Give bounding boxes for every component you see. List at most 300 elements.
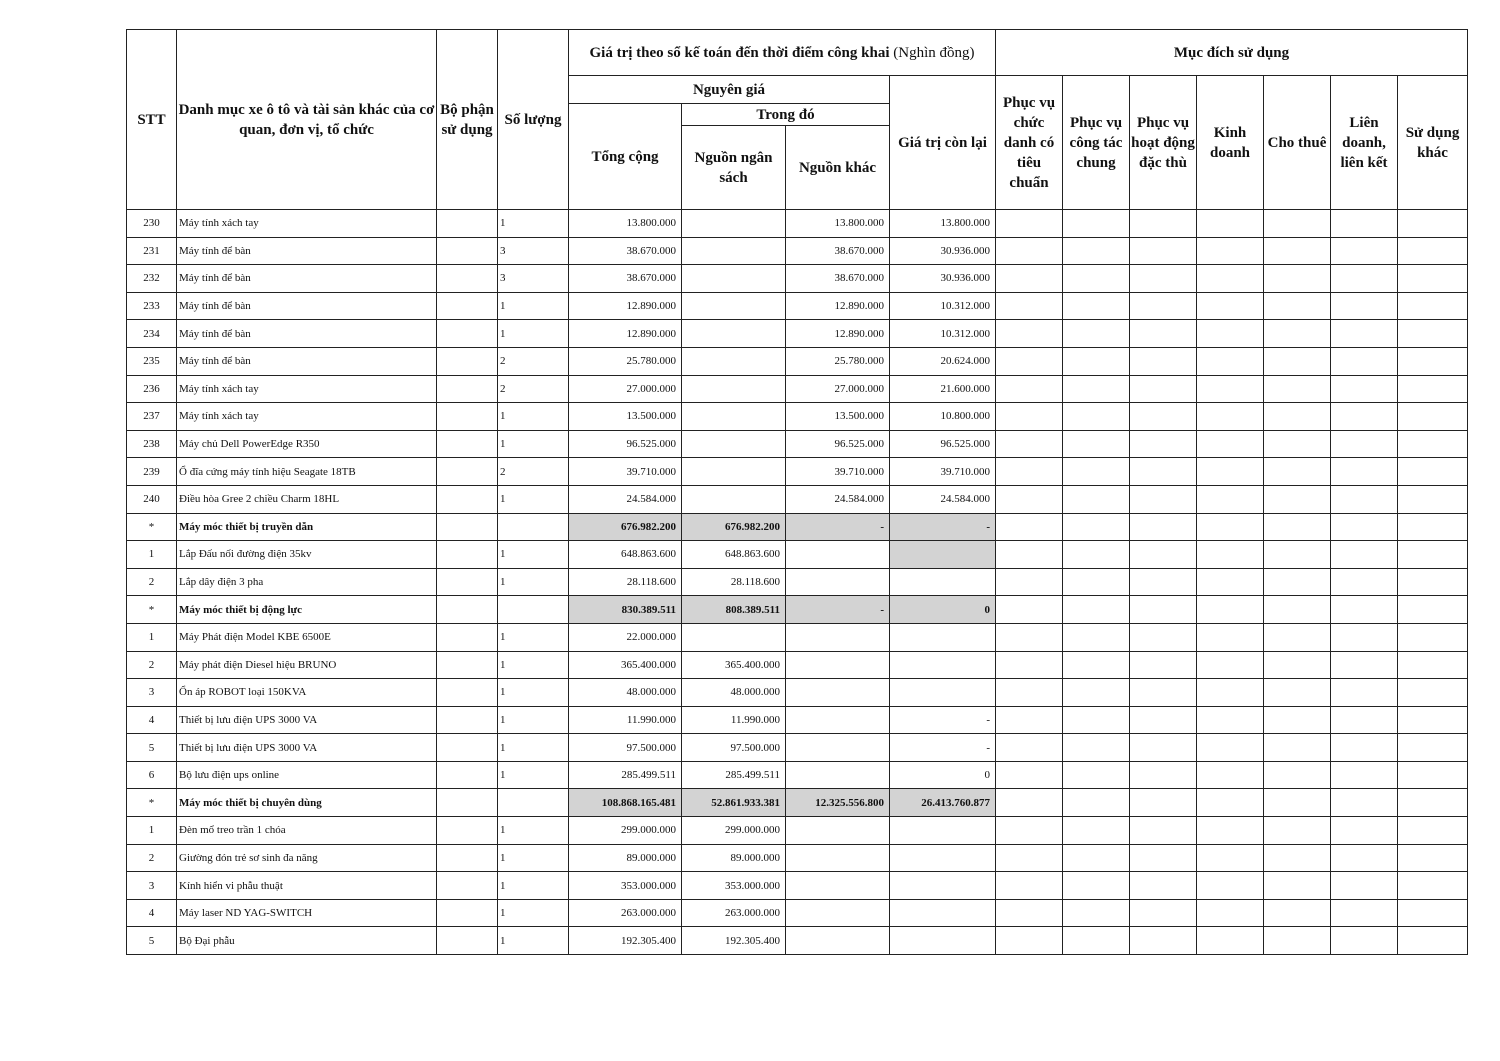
cell-name: Máy tính để bàn bbox=[177, 265, 437, 293]
cell-purpose-cong-tac bbox=[1063, 568, 1130, 596]
cell-purpose-cho-thue bbox=[1264, 292, 1331, 320]
cell-name: Thiết bị lưu điện UPS 3000 VA bbox=[177, 734, 437, 762]
cell-purpose-cong-tac bbox=[1063, 596, 1130, 624]
cell-purpose-kinh-doanh bbox=[1197, 375, 1264, 403]
header-purpose-group: Mục đích sử dụng bbox=[996, 30, 1468, 76]
cell-purpose-cho-thue bbox=[1264, 706, 1331, 734]
cell-purpose-cong-tac bbox=[1063, 623, 1130, 651]
cell-purpose-cong-tac bbox=[1063, 679, 1130, 707]
table-row bbox=[127, 237, 1468, 265]
cell-purpose-hoat-dong bbox=[1130, 237, 1197, 265]
cell-purpose-chuc-danh bbox=[996, 347, 1063, 375]
cell-purpose-khac bbox=[1398, 210, 1468, 238]
table-row bbox=[127, 568, 1468, 596]
cell-name: Giường đón trẻ sơ sinh đa năng bbox=[177, 844, 437, 872]
cell-purpose-chuc-danh bbox=[996, 872, 1063, 900]
cell-budget: 648.863.600 bbox=[682, 541, 786, 569]
cell-purpose-cho-thue bbox=[1264, 485, 1331, 513]
cell-purpose-khac bbox=[1398, 789, 1468, 817]
cell-total: 299.000.000 bbox=[569, 817, 682, 845]
cell-stt: 239 bbox=[127, 458, 177, 486]
cell-total: 28.118.600 bbox=[569, 568, 682, 596]
cell-other: 12.890.000 bbox=[786, 292, 890, 320]
header-purpose-lien-doanh: Liên doanh, liên kết bbox=[1331, 76, 1398, 210]
cell-remain bbox=[890, 927, 996, 955]
cell-name: Máy móc thiết bị động lực bbox=[177, 596, 437, 624]
header-purpose-khac: Sử dụng khác bbox=[1398, 76, 1468, 210]
cell-purpose-cong-tac bbox=[1063, 485, 1130, 513]
cell-purpose-cho-thue bbox=[1264, 761, 1331, 789]
cell-purpose-kinh-doanh bbox=[1197, 403, 1264, 431]
cell-purpose-cong-tac bbox=[1063, 210, 1130, 238]
cell-budget: 89.000.000 bbox=[682, 844, 786, 872]
cell-purpose-kinh-doanh bbox=[1197, 265, 1264, 293]
cell-other: 38.670.000 bbox=[786, 265, 890, 293]
cell-purpose-kinh-doanh bbox=[1197, 347, 1264, 375]
cell-purpose-chuc-danh bbox=[996, 734, 1063, 762]
cell-purpose-lien-doanh bbox=[1331, 623, 1398, 651]
cell-total: 263.000.000 bbox=[569, 899, 682, 927]
table-row bbox=[127, 761, 1468, 789]
cell-purpose-cho-thue bbox=[1264, 403, 1331, 431]
cell-purpose-chuc-danh bbox=[996, 761, 1063, 789]
cell-purpose-cho-thue bbox=[1264, 872, 1331, 900]
cell-remain: 10.312.000 bbox=[890, 320, 996, 348]
cell-purpose-khac bbox=[1398, 568, 1468, 596]
cell-total: 676.982.200 bbox=[569, 513, 682, 541]
cell-purpose-lien-doanh bbox=[1331, 210, 1398, 238]
cell-purpose-khac bbox=[1398, 458, 1468, 486]
cell-other: 12.325.556.800 bbox=[786, 789, 890, 817]
table-row bbox=[127, 485, 1468, 513]
cell-qty: 1 bbox=[498, 568, 569, 596]
cell-total: 38.670.000 bbox=[569, 237, 682, 265]
cell-purpose-hoat-dong bbox=[1130, 265, 1197, 293]
cell-remain: - bbox=[890, 513, 996, 541]
cell-total: 192.305.400 bbox=[569, 927, 682, 955]
cell-qty: 1 bbox=[498, 844, 569, 872]
cell-name: Lắp dây điện 3 pha bbox=[177, 568, 437, 596]
cell-purpose-khac bbox=[1398, 292, 1468, 320]
cell-purpose-chuc-danh bbox=[996, 458, 1063, 486]
cell-qty bbox=[498, 513, 569, 541]
group-row bbox=[127, 596, 1468, 624]
header-ngan-sach: Nguồn ngân sách bbox=[682, 126, 786, 210]
cell-purpose-chuc-danh bbox=[996, 210, 1063, 238]
cell-remain: 30.936.000 bbox=[890, 237, 996, 265]
cell-purpose-cong-tac bbox=[1063, 458, 1130, 486]
cell-dept bbox=[437, 320, 498, 348]
header-name: Danh mục xe ô tô và tài sản khác của cơ quan, đơn vị, tổ chức bbox=[177, 30, 437, 210]
cell-purpose-cong-tac bbox=[1063, 927, 1130, 955]
cell-purpose-lien-doanh bbox=[1331, 403, 1398, 431]
cell-remain: 96.525.000 bbox=[890, 430, 996, 458]
cell-dept bbox=[437, 844, 498, 872]
cell-budget bbox=[682, 210, 786, 238]
cell-purpose-cong-tac bbox=[1063, 292, 1130, 320]
cell-budget bbox=[682, 485, 786, 513]
cell-purpose-hoat-dong bbox=[1130, 623, 1197, 651]
cell-dept bbox=[437, 789, 498, 817]
table-row bbox=[127, 817, 1468, 845]
cell-total: 12.890.000 bbox=[569, 292, 682, 320]
cell-purpose-kinh-doanh bbox=[1197, 485, 1264, 513]
cell-purpose-kinh-doanh bbox=[1197, 761, 1264, 789]
cell-purpose-lien-doanh bbox=[1331, 817, 1398, 845]
cell-purpose-cho-thue bbox=[1264, 817, 1331, 845]
cell-purpose-hoat-dong bbox=[1130, 320, 1197, 348]
cell-stt: 240 bbox=[127, 485, 177, 513]
cell-other: 13.800.000 bbox=[786, 210, 890, 238]
cell-budget bbox=[682, 292, 786, 320]
cell-budget: 299.000.000 bbox=[682, 817, 786, 845]
cell-purpose-cong-tac bbox=[1063, 347, 1130, 375]
cell-stt: 2 bbox=[127, 568, 177, 596]
cell-other: 12.890.000 bbox=[786, 320, 890, 348]
cell-name: Bộ Đại phẫu bbox=[177, 927, 437, 955]
cell-purpose-khac bbox=[1398, 899, 1468, 927]
cell-budget: 676.982.200 bbox=[682, 513, 786, 541]
cell-stt: 238 bbox=[127, 430, 177, 458]
cell-stt: * bbox=[127, 513, 177, 541]
cell-remain: 26.413.760.877 bbox=[890, 789, 996, 817]
cell-qty: 1 bbox=[498, 430, 569, 458]
cell-name: Máy móc thiết bị truyền dẫn bbox=[177, 513, 437, 541]
cell-purpose-chuc-danh bbox=[996, 403, 1063, 431]
cell-purpose-cong-tac bbox=[1063, 237, 1130, 265]
cell-purpose-chuc-danh bbox=[996, 237, 1063, 265]
cell-total: 108.868.165.481 bbox=[569, 789, 682, 817]
cell-remain: 21.600.000 bbox=[890, 375, 996, 403]
cell-total: 25.780.000 bbox=[569, 347, 682, 375]
cell-remain bbox=[890, 623, 996, 651]
cell-total: 12.890.000 bbox=[569, 320, 682, 348]
cell-purpose-chuc-danh bbox=[996, 541, 1063, 569]
cell-purpose-hoat-dong bbox=[1130, 899, 1197, 927]
cell-purpose-kinh-doanh bbox=[1197, 292, 1264, 320]
cell-other: 38.670.000 bbox=[786, 237, 890, 265]
cell-dept bbox=[437, 706, 498, 734]
cell-dept bbox=[437, 734, 498, 762]
cell-other: 39.710.000 bbox=[786, 458, 890, 486]
cell-purpose-chuc-danh bbox=[996, 899, 1063, 927]
cell-purpose-khac bbox=[1398, 927, 1468, 955]
cell-other: - bbox=[786, 596, 890, 624]
cell-purpose-cho-thue bbox=[1264, 927, 1331, 955]
cell-budget bbox=[682, 237, 786, 265]
cell-qty: 1 bbox=[498, 541, 569, 569]
cell-budget: 28.118.600 bbox=[682, 568, 786, 596]
cell-purpose-hoat-dong bbox=[1130, 403, 1197, 431]
cell-stt: 5 bbox=[127, 927, 177, 955]
cell-purpose-hoat-dong bbox=[1130, 458, 1197, 486]
cell-remain: 0 bbox=[890, 596, 996, 624]
group-row bbox=[127, 789, 1468, 817]
header-nguon-khac: Nguồn khác bbox=[786, 126, 890, 210]
cell-purpose-cong-tac bbox=[1063, 872, 1130, 900]
cell-name: Ổ đĩa cứng máy tính hiệu Seagate 18TB bbox=[177, 458, 437, 486]
cell-name: Điều hòa Gree 2 chiều Charm 18HL bbox=[177, 485, 437, 513]
cell-qty: 1 bbox=[498, 210, 569, 238]
cell-remain: 13.800.000 bbox=[890, 210, 996, 238]
cell-budget: 353.000.000 bbox=[682, 872, 786, 900]
cell-purpose-lien-doanh bbox=[1331, 292, 1398, 320]
cell-purpose-lien-doanh bbox=[1331, 320, 1398, 348]
cell-other: 24.584.000 bbox=[786, 485, 890, 513]
cell-purpose-kinh-doanh bbox=[1197, 237, 1264, 265]
header-trong-do: Trong đó bbox=[682, 104, 890, 126]
cell-purpose-lien-doanh bbox=[1331, 568, 1398, 596]
cell-budget: 52.861.933.381 bbox=[682, 789, 786, 817]
cell-purpose-chuc-danh bbox=[996, 265, 1063, 293]
cell-stt: 4 bbox=[127, 706, 177, 734]
cell-purpose-hoat-dong bbox=[1130, 761, 1197, 789]
table-row bbox=[127, 679, 1468, 707]
cell-name: Máy tính để bàn bbox=[177, 347, 437, 375]
cell-purpose-hoat-dong bbox=[1130, 210, 1197, 238]
table-row bbox=[127, 623, 1468, 651]
cell-purpose-cong-tac bbox=[1063, 817, 1130, 845]
cell-budget: 11.990.000 bbox=[682, 706, 786, 734]
cell-purpose-lien-doanh bbox=[1331, 430, 1398, 458]
cell-purpose-khac bbox=[1398, 706, 1468, 734]
cell-remain: 24.584.000 bbox=[890, 485, 996, 513]
cell-purpose-hoat-dong bbox=[1130, 347, 1197, 375]
cell-purpose-cong-tac bbox=[1063, 844, 1130, 872]
cell-qty: 2 bbox=[498, 375, 569, 403]
table-row bbox=[127, 375, 1468, 403]
cell-other bbox=[786, 761, 890, 789]
cell-qty: 1 bbox=[498, 817, 569, 845]
cell-name: Máy tính để bàn bbox=[177, 237, 437, 265]
cell-other: 13.500.000 bbox=[786, 403, 890, 431]
cell-purpose-cho-thue bbox=[1264, 568, 1331, 596]
cell-purpose-lien-doanh bbox=[1331, 899, 1398, 927]
cell-purpose-khac bbox=[1398, 679, 1468, 707]
cell-budget: 97.500.000 bbox=[682, 734, 786, 762]
cell-budget bbox=[682, 458, 786, 486]
cell-purpose-cho-thue bbox=[1264, 513, 1331, 541]
cell-stt: * bbox=[127, 596, 177, 624]
cell-purpose-kinh-doanh bbox=[1197, 596, 1264, 624]
cell-purpose-cong-tac bbox=[1063, 734, 1130, 762]
cell-purpose-lien-doanh bbox=[1331, 734, 1398, 762]
cell-purpose-kinh-doanh bbox=[1197, 458, 1264, 486]
cell-remain: 10.312.000 bbox=[890, 292, 996, 320]
cell-purpose-kinh-doanh bbox=[1197, 927, 1264, 955]
cell-qty bbox=[498, 789, 569, 817]
cell-qty: 1 bbox=[498, 734, 569, 762]
cell-purpose-cho-thue bbox=[1264, 789, 1331, 817]
cell-qty: 1 bbox=[498, 485, 569, 513]
cell-remain bbox=[890, 651, 996, 679]
cell-total: 13.800.000 bbox=[569, 210, 682, 238]
cell-purpose-khac bbox=[1398, 485, 1468, 513]
cell-purpose-kinh-doanh bbox=[1197, 734, 1264, 762]
cell-total: 96.525.000 bbox=[569, 430, 682, 458]
cell-purpose-chuc-danh bbox=[996, 789, 1063, 817]
cell-qty: 1 bbox=[498, 899, 569, 927]
cell-dept bbox=[437, 513, 498, 541]
cell-purpose-khac bbox=[1398, 817, 1468, 845]
cell-purpose-kinh-doanh bbox=[1197, 789, 1264, 817]
cell-dept bbox=[437, 761, 498, 789]
cell-dept bbox=[437, 292, 498, 320]
cell-purpose-lien-doanh bbox=[1331, 347, 1398, 375]
cell-purpose-cho-thue bbox=[1264, 596, 1331, 624]
cell-name: Ổn áp ROBOT loại 150KVA bbox=[177, 679, 437, 707]
table-row bbox=[127, 292, 1468, 320]
cell-dept bbox=[437, 899, 498, 927]
table-row bbox=[127, 872, 1468, 900]
cell-stt: 236 bbox=[127, 375, 177, 403]
cell-purpose-hoat-dong bbox=[1130, 734, 1197, 762]
cell-total: 830.389.511 bbox=[569, 596, 682, 624]
cell-purpose-hoat-dong bbox=[1130, 651, 1197, 679]
table-row bbox=[127, 265, 1468, 293]
cell-budget: 808.389.511 bbox=[682, 596, 786, 624]
cell-purpose-cong-tac bbox=[1063, 375, 1130, 403]
cell-purpose-khac bbox=[1398, 541, 1468, 569]
cell-purpose-kinh-doanh bbox=[1197, 817, 1264, 845]
cell-budget bbox=[682, 347, 786, 375]
header-value-group-unit: (Nghìn đồng) bbox=[893, 44, 975, 61]
cell-name: Máy tính để bàn bbox=[177, 320, 437, 348]
cell-total: 48.000.000 bbox=[569, 679, 682, 707]
cell-purpose-cho-thue bbox=[1264, 375, 1331, 403]
cell-dept bbox=[437, 872, 498, 900]
cell-purpose-cho-thue bbox=[1264, 651, 1331, 679]
cell-stt: 235 bbox=[127, 347, 177, 375]
cell-budget: 263.000.000 bbox=[682, 899, 786, 927]
cell-purpose-hoat-dong bbox=[1130, 817, 1197, 845]
cell-purpose-chuc-danh bbox=[996, 706, 1063, 734]
cell-other bbox=[786, 623, 890, 651]
cell-qty: 1 bbox=[498, 623, 569, 651]
cell-stt: 233 bbox=[127, 292, 177, 320]
cell-qty: 1 bbox=[498, 761, 569, 789]
cell-purpose-hoat-dong bbox=[1130, 485, 1197, 513]
table-row bbox=[127, 403, 1468, 431]
cell-purpose-kinh-doanh bbox=[1197, 623, 1264, 651]
cell-purpose-lien-doanh bbox=[1331, 761, 1398, 789]
cell-total: 22.000.000 bbox=[569, 623, 682, 651]
cell-name: Lắp Đấu nối đường điện 35kv bbox=[177, 541, 437, 569]
cell-qty: 3 bbox=[498, 265, 569, 293]
cell-qty: 1 bbox=[498, 872, 569, 900]
cell-purpose-khac bbox=[1398, 734, 1468, 762]
header-qty: Số lượng bbox=[498, 30, 569, 210]
cell-total: 27.000.000 bbox=[569, 375, 682, 403]
cell-budget: 48.000.000 bbox=[682, 679, 786, 707]
cell-purpose-cho-thue bbox=[1264, 237, 1331, 265]
cell-purpose-kinh-doanh bbox=[1197, 320, 1264, 348]
cell-purpose-hoat-dong bbox=[1130, 541, 1197, 569]
cell-purpose-cho-thue bbox=[1264, 320, 1331, 348]
cell-remain: 20.624.000 bbox=[890, 347, 996, 375]
cell-remain: - bbox=[890, 706, 996, 734]
cell-remain bbox=[890, 817, 996, 845]
cell-dept bbox=[437, 430, 498, 458]
cell-purpose-lien-doanh bbox=[1331, 789, 1398, 817]
header-value-group bbox=[569, 30, 996, 76]
cell-purpose-kinh-doanh bbox=[1197, 513, 1264, 541]
cell-remain: 0 bbox=[890, 761, 996, 789]
cell-dept bbox=[437, 651, 498, 679]
cell-purpose-cong-tac bbox=[1063, 320, 1130, 348]
cell-qty: 2 bbox=[498, 458, 569, 486]
cell-dept bbox=[437, 403, 498, 431]
cell-purpose-hoat-dong bbox=[1130, 375, 1197, 403]
cell-stt: 1 bbox=[127, 817, 177, 845]
cell-purpose-cong-tac bbox=[1063, 651, 1130, 679]
cell-purpose-chuc-danh bbox=[996, 568, 1063, 596]
cell-purpose-cho-thue bbox=[1264, 210, 1331, 238]
table-row bbox=[127, 651, 1468, 679]
cell-purpose-chuc-danh bbox=[996, 844, 1063, 872]
cell-purpose-cho-thue bbox=[1264, 679, 1331, 707]
cell-dept bbox=[437, 541, 498, 569]
cell-purpose-chuc-danh bbox=[996, 292, 1063, 320]
cell-purpose-kinh-doanh bbox=[1197, 651, 1264, 679]
cell-purpose-khac bbox=[1398, 265, 1468, 293]
cell-qty: 1 bbox=[498, 403, 569, 431]
cell-dept bbox=[437, 817, 498, 845]
cell-purpose-kinh-doanh bbox=[1197, 679, 1264, 707]
cell-purpose-cong-tac bbox=[1063, 513, 1130, 541]
cell-purpose-khac bbox=[1398, 761, 1468, 789]
cell-name: Máy tính để bàn bbox=[177, 292, 437, 320]
cell-purpose-khac bbox=[1398, 347, 1468, 375]
table-body bbox=[127, 210, 1468, 955]
cell-other bbox=[786, 872, 890, 900]
cell-remain: 30.936.000 bbox=[890, 265, 996, 293]
cell-qty: 1 bbox=[498, 706, 569, 734]
cell-dept bbox=[437, 568, 498, 596]
cell-purpose-cho-thue bbox=[1264, 347, 1331, 375]
cell-other: - bbox=[786, 513, 890, 541]
cell-other bbox=[786, 734, 890, 762]
cell-total: 97.500.000 bbox=[569, 734, 682, 762]
cell-name: Máy laser ND YAG-SWITCH bbox=[177, 899, 437, 927]
cell-stt: 5 bbox=[127, 734, 177, 762]
cell-purpose-khac bbox=[1398, 320, 1468, 348]
cell-name: Máy phát điện Diesel hiệu BRUNO bbox=[177, 651, 437, 679]
cell-remain bbox=[890, 541, 996, 569]
cell-purpose-chuc-danh bbox=[996, 596, 1063, 624]
cell-purpose-chuc-danh bbox=[996, 375, 1063, 403]
table-row bbox=[127, 458, 1468, 486]
cell-name: Máy tính xách tay bbox=[177, 210, 437, 238]
cell-remain: 39.710.000 bbox=[890, 458, 996, 486]
table-row bbox=[127, 734, 1468, 762]
header-nguyen-gia: Nguyên giá bbox=[569, 76, 890, 104]
cell-total: 11.990.000 bbox=[569, 706, 682, 734]
cell-purpose-cong-tac bbox=[1063, 403, 1130, 431]
cell-purpose-kinh-doanh bbox=[1197, 568, 1264, 596]
cell-purpose-hoat-dong bbox=[1130, 679, 1197, 707]
table-header bbox=[127, 30, 1468, 210]
cell-purpose-chuc-danh bbox=[996, 513, 1063, 541]
cell-stt: 2 bbox=[127, 651, 177, 679]
cell-stt: 1 bbox=[127, 541, 177, 569]
cell-stt: 3 bbox=[127, 679, 177, 707]
cell-budget bbox=[682, 375, 786, 403]
cell-purpose-chuc-danh bbox=[996, 679, 1063, 707]
header-purpose-cho-thue: Cho thuê bbox=[1264, 76, 1331, 210]
cell-name: Máy chủ Dell PowerEdge R350 bbox=[177, 430, 437, 458]
cell-total: 13.500.000 bbox=[569, 403, 682, 431]
